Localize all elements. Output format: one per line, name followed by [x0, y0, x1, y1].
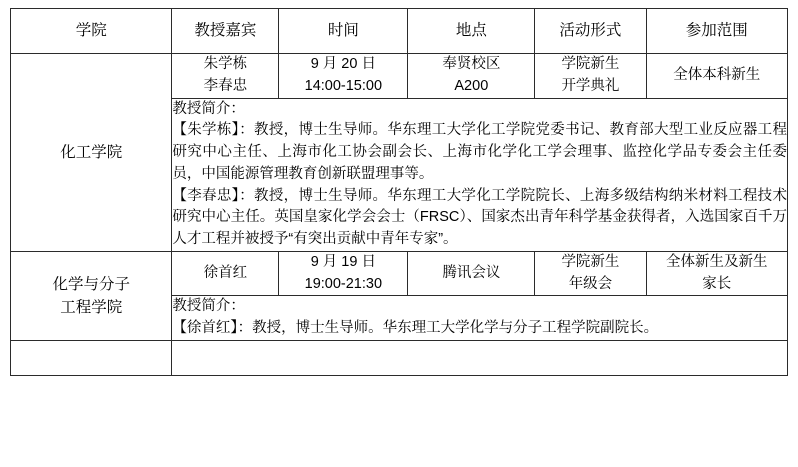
- cell-place-2: [408, 251, 535, 296]
- format-line: 学院新生: [561, 253, 620, 270]
- place-venue: 腾讯会议: [442, 264, 501, 281]
- cell-format-2: [535, 251, 646, 296]
- header-cell-faculty: 学院: [11, 9, 172, 54]
- schedule-table: [10, 8, 788, 376]
- cell-faculty-2: [11, 251, 172, 340]
- guest-name: 李春忠: [203, 77, 248, 94]
- place-room: A200: [454, 77, 489, 94]
- header-cell-time: 时间: [279, 9, 408, 54]
- time-date: 9 月 20 日: [310, 56, 376, 72]
- time-range: 19:00-21:30: [304, 275, 383, 292]
- table-header: [11, 9, 788, 54]
- format-line: 学院新生: [561, 56, 620, 72]
- faculty-line: 化学与分子: [52, 275, 130, 293]
- header-cell-scope: 参加范围: [646, 9, 787, 54]
- table-row: [11, 251, 788, 296]
- table-row-empty: [11, 340, 788, 375]
- cell-format-1: [535, 54, 646, 99]
- empty-cell: [11, 340, 172, 375]
- faculty-line: 工程学院: [60, 298, 123, 316]
- cell-guests-1: [172, 54, 279, 99]
- cell-time-2: [279, 251, 408, 296]
- header-cell-place: 地点: [408, 9, 535, 54]
- guest-name: 徐首红: [203, 264, 248, 281]
- header-cell-guests: 教授嘉宾: [172, 9, 279, 54]
- cell-intro-1: [172, 98, 788, 251]
- cell-scope-1: 全体本科新生: [646, 54, 787, 99]
- table-row: [11, 54, 788, 99]
- intro-paragraph: 【徐首红】：教授，博士生导师。华东理工大学化学与分子工程学院副院长。: [172, 320, 659, 336]
- guest-name: 朱学栋: [203, 56, 248, 72]
- cell-intro-2: [172, 296, 788, 341]
- empty-cell: [172, 340, 788, 375]
- table-body: [11, 54, 788, 376]
- cell-scope-2: [646, 251, 787, 296]
- scope-line: 全体新生及新生: [666, 253, 768, 270]
- scope-line: 家长: [702, 275, 732, 292]
- format-line: 年级会: [568, 275, 613, 292]
- cell-time-1: [279, 54, 408, 99]
- place-campus: 奉贤校区: [442, 56, 501, 72]
- cell-place-1: [408, 54, 535, 99]
- intro-title: 教授简介：: [172, 100, 245, 117]
- format-line: 开学典礼: [561, 77, 620, 94]
- cell-guests-2: [172, 251, 279, 296]
- intro-title: 教授简介：: [172, 298, 245, 315]
- intro-paragraph: 【朱学栋】：教授，博士生导师。华东理工大学化工学院党委书记、教育部大型工业反应器工程研究中心主任、上海市化工协会副会长、上海市化学化工学会理事、监控化学品专委会主任委员，中国能源管理教育创新联盟理事等。: [172, 122, 787, 182]
- intro-paragraph: 【李春忠】：教授，博士生导师。华东理工大学化工学院院长、上海多级结构纳米材料工程技术研究中心主任。英国皇家化学会会士（FRSC）、国家杰出青年科学基金获得者，入选国家百千万人才工程并被授予“有突出贡献中青年专家”。: [172, 187, 787, 247]
- header-cell-format: 活动形式: [535, 9, 646, 54]
- time-date: 9 月 19 日: [310, 253, 376, 270]
- cell-faculty-1: 化工学院: [11, 54, 172, 252]
- header-row: [11, 9, 788, 54]
- time-range: 14:00-15:00: [304, 77, 383, 94]
